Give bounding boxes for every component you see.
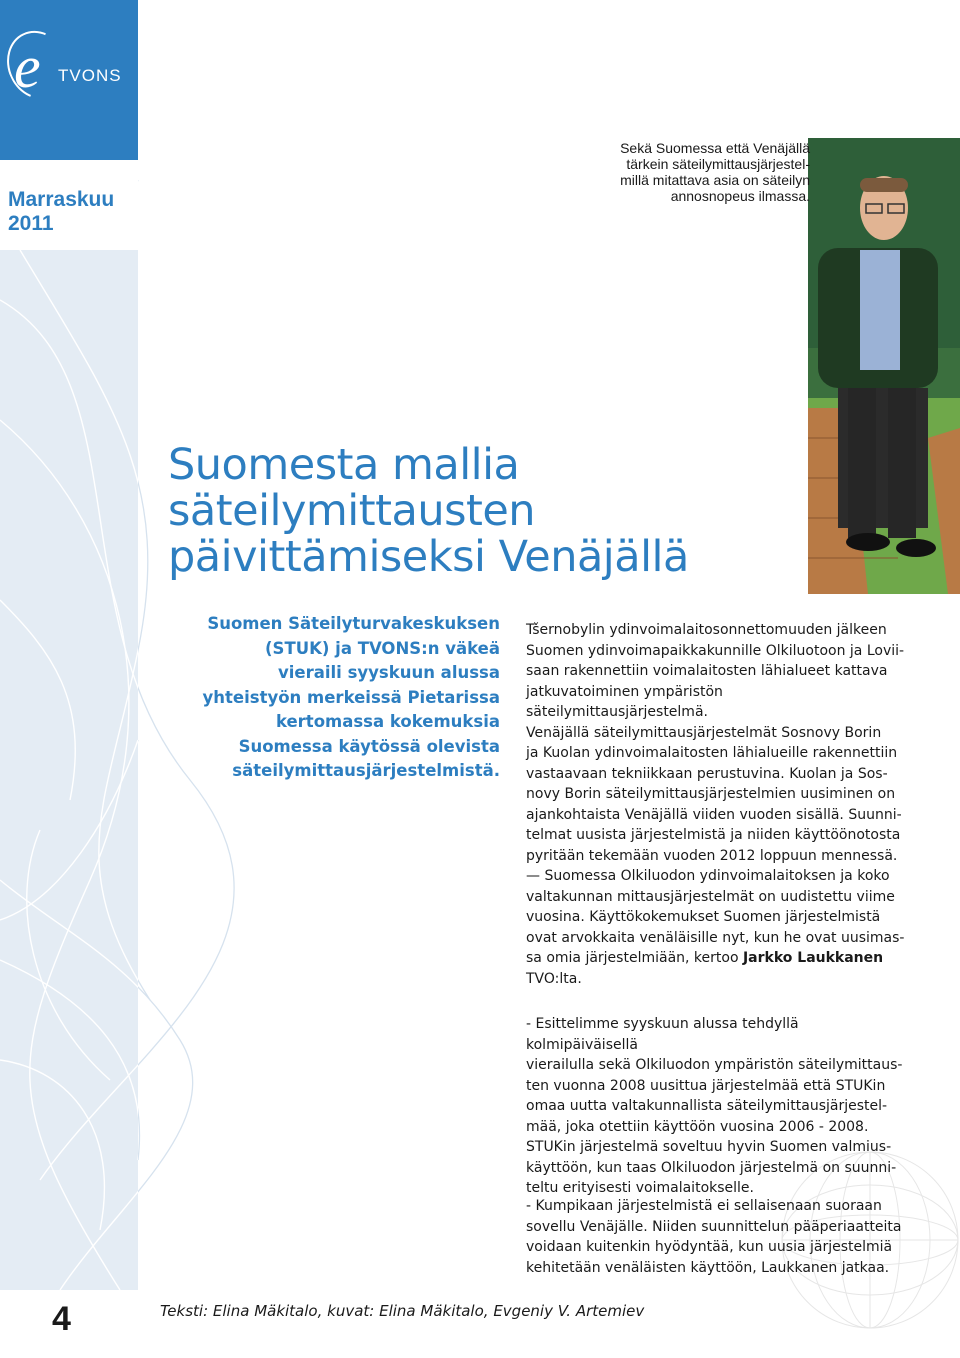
body-line: sovellu Venäjälle. Niiden suunnittelun pääperiaatteita (526, 1218, 902, 1235)
lead-line: yhteistyön merkeissä Pietarissa (202, 687, 500, 707)
lead-line: (STUK) ja TVONS:n väkeä (265, 638, 500, 658)
logo-letter: e (14, 34, 41, 100)
body-line (526, 948, 906, 969)
article-photo (808, 138, 960, 594)
body-line: vierailulla sekä Olkiluodon ympäristön säteilymittaus- (526, 1057, 903, 1073)
body-line: Tšernobylin ydinvoimalaitosonnettomuuden jälkeen (526, 622, 887, 638)
issue-year: 2011 (8, 212, 54, 235)
body-line: ovat arvokkaita venäläisille nyt, kun he ovat uusimas- (526, 929, 905, 946)
title-line: Suomesta mallia (168, 440, 520, 490)
body-paragraph (526, 1014, 906, 1199)
body-line: pyritään tekemään vuoden 2012 loppuun mennessä. (526, 847, 898, 864)
body-line: ajankohtaista Venäjällä viiden vuoden sisällä. Suunni- (526, 806, 902, 823)
photo-illustration (808, 138, 960, 594)
body-line: ja Kuolan ydinvoimalaitosten lähialueille rakennettiin (526, 745, 898, 761)
page-number: 4 (52, 1300, 71, 1338)
title-line: säteilymittausten (168, 486, 536, 536)
logo-text: TVONS (58, 66, 122, 85)
body-line: TVO:lta. (526, 970, 582, 987)
photo-caption-line: annosnopeus ilmassa. (670, 188, 810, 204)
article-credits: Teksti: Elina Mäkitalo, kuvat: Elina Mäkitalo, Evgeniy V. Artemiev (160, 1302, 645, 1320)
body-line: voidaan kuitenkin hyödyntää, kun uusia järjestelmiä (526, 1239, 893, 1255)
lead-line: Suomen Säteilyturvakeskuksen (207, 614, 500, 633)
body-line: vuosina. Käyttökokemukset Suomen järjestelmistä (526, 909, 881, 925)
photo-caption-line: millä mitattava asia on säteilyn (620, 172, 810, 188)
body-line: STUKin järjestelmä soveltuu hyvin Suomen valmius- (526, 1139, 892, 1155)
body-line: ten vuonna 2008 uusittua järjestelmää että STUKin (526, 1077, 886, 1094)
photo-caption (560, 140, 810, 204)
body-line: omaa uutta valtakunnallista säteilymittausjärjestel- (526, 1098, 888, 1114)
body-text-span: sa omia järjestelmiään, kertoo (526, 950, 739, 966)
interviewee-name: Jarkko Laukkanen (742, 950, 884, 966)
body-line: käyttöön, kun taas Olkiluodon järjestelmä on suunni- (526, 1159, 897, 1176)
body-line: Venäjällä säteilymittausjärjestelmät Sosnovy Borin (526, 724, 882, 741)
body-paragraph (526, 1196, 906, 1278)
photo-caption-line: tärkein säteilymittausjärjestel- (626, 156, 810, 172)
body-line: — Suomessa Olkiluodon ydinvoimalaitoksen ja koko (526, 868, 890, 884)
body-line: saan rakennettiin voimalaitosten lähialueet kattava (526, 663, 888, 679)
photo-caption-line: Sekä Suomessa että Venäjällä (620, 140, 810, 156)
body-line: Suomen ydinvoimapaikkakunnille Olkiluotoon ja Lovii- (526, 642, 905, 659)
lead-line: kertomassa kokemuksia (275, 712, 500, 731)
article-lead (196, 612, 500, 784)
body-line: teltu erityisesti voimalaitokselle. (526, 1180, 754, 1196)
body-line: mää, joka otettiin käyttöön vuosina 2006 - 2008. (526, 1118, 869, 1135)
body-line: kehitetään venäläisten käyttöön, Laukkanen jatkaa. (526, 1259, 890, 1276)
body-line: - Esittelimme syyskuun alussa tehdyllä kolmipäiväisellä (526, 1016, 799, 1053)
body-line: jatkuvatoiminen ympäristön säteilymittausjärjestelmä. (526, 683, 723, 720)
lead-line: Suomessa käytössä olevista (238, 736, 500, 756)
lead-line: säteilymittausjärjestelmistä. (232, 761, 500, 780)
body-line: novy Borin säteilymittausjärjestelmien uusiminen on (526, 786, 896, 802)
body-paragraph (526, 866, 906, 989)
issue-month: Marraskuu (8, 188, 115, 211)
body-paragraph (526, 620, 906, 866)
body-line: - Kumpikaan järjestelmistä ei sellaisenaan suoraan (526, 1198, 882, 1214)
body-line: vastaavaan tekniikkaan perustuvina. Kuolan ja Sos- (526, 765, 888, 782)
title-line: päivittämiseksi Venäjällä (168, 532, 689, 582)
body-line: valtakunnan mittausjärjestelmät on uudistettu viime (526, 888, 895, 905)
sidebar (0, 0, 138, 1358)
logo (0, 0, 138, 160)
article-title (168, 442, 798, 580)
lead-line: vieraili syyskuun alussa (277, 663, 500, 682)
body-line: telmat uusista järjestelmistä ja niiden käyttöönotosta (526, 827, 901, 843)
